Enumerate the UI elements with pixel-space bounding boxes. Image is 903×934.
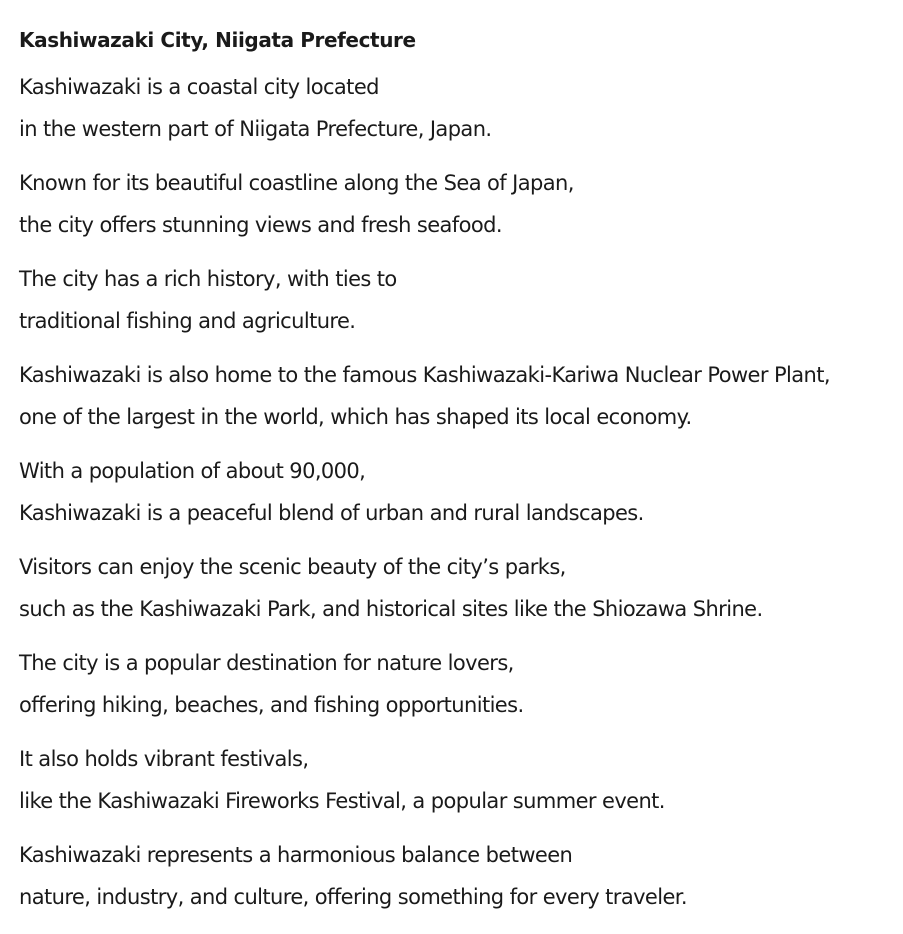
paragraph-line: like the Kashiwazaki Fireworks Festival, a popular summer event. [19, 789, 665, 813]
paragraph-parks [19, 546, 903, 630]
paragraph-line: offering hiking, beaches, and fishing opportunities. [19, 693, 524, 717]
paragraph-line: The city is a popular destination for nature lovers, [19, 651, 514, 675]
paragraph-festivals [19, 738, 903, 822]
paragraph-summary [19, 834, 903, 918]
paragraph-line: the city offers stunning views and fresh seafood. [19, 213, 502, 237]
paragraph-location [19, 66, 903, 150]
paragraph-line: With a population of about 90,000, [19, 459, 366, 483]
paragraph-line: such as the Kashiwazaki Park, and historical sites like the Shiozawa Shrine. [19, 597, 763, 621]
paragraph-line: Visitors can enjoy the scenic beauty of the city’s parks, [19, 555, 566, 579]
paragraph-line: Kashiwazaki represents a harmonious balance between [19, 843, 573, 867]
paragraph-population [19, 450, 903, 534]
paragraph-line: traditional fishing and agriculture. [19, 309, 356, 333]
paragraph-line: Known for its beautiful coastline along the Sea of Japan, [19, 171, 574, 195]
paragraph-nature [19, 642, 903, 726]
paragraph-power-plant [19, 354, 903, 438]
paragraph-line: Kashiwazaki is a peaceful blend of urban and rural landscapes. [19, 501, 644, 525]
paragraph-history [19, 258, 903, 342]
paragraph-line: It also holds vibrant festivals, [19, 747, 309, 771]
document-title: Kashiwazaki City, Niigata Prefecture [19, 28, 416, 52]
paragraph-coastline [19, 162, 903, 246]
paragraph-line: in the western part of Niigata Prefecture, Japan. [19, 117, 492, 141]
paragraph-line: nature, industry, and culture, offering something for every traveler. [19, 885, 687, 909]
paragraph-line: Kashiwazaki is a coastal city located [19, 75, 379, 99]
paragraph-line: The city has a rich history, with ties to [19, 267, 397, 291]
paragraph-line: one of the largest in the world, which has shaped its local economy. [19, 405, 692, 429]
paragraph-line: Kashiwazaki is also home to the famous Kashiwazaki-Kariwa Nuclear Power Plant, [19, 363, 830, 387]
